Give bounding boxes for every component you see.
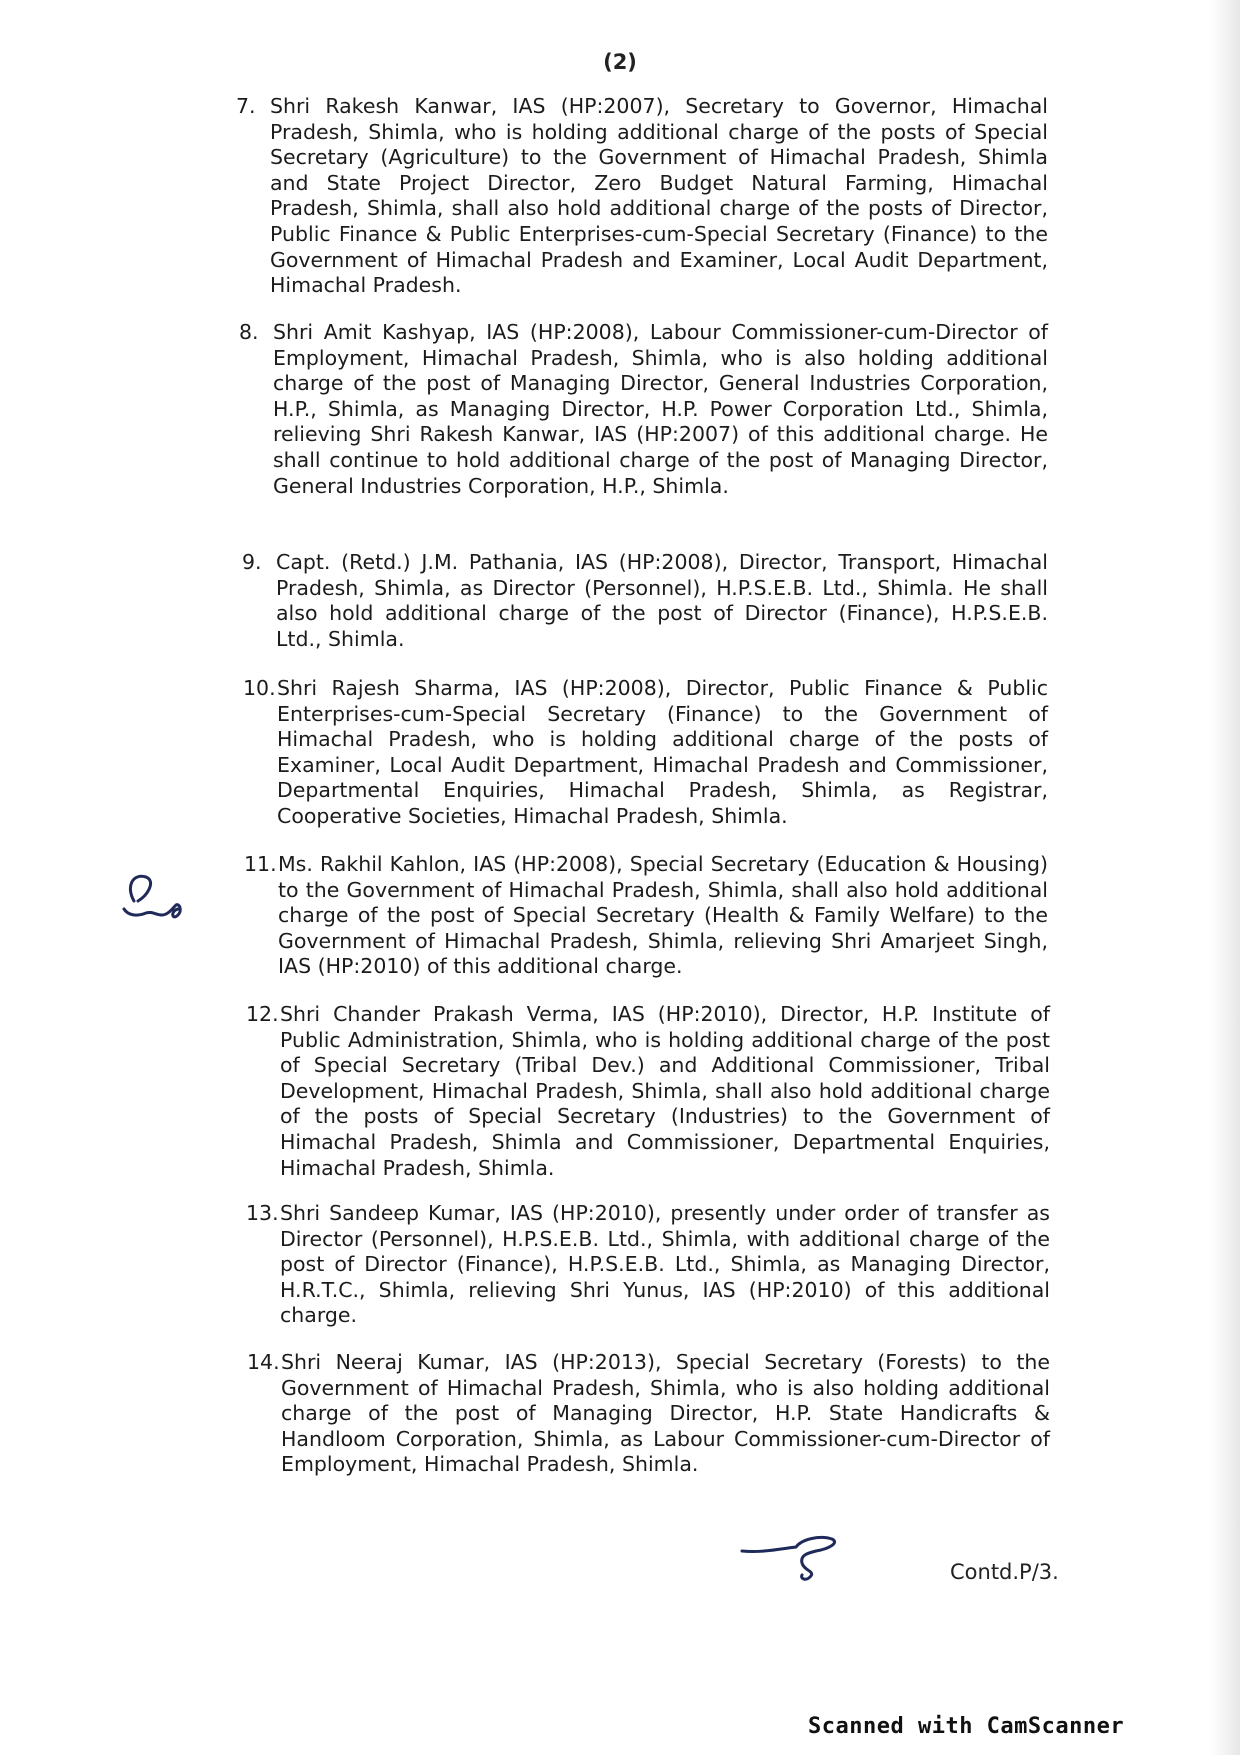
order-text: Ms. Rakhil Kahlon, IAS (HP:2008), Special Secretary (Education & Housing) to the Government of Himachal Pradesh, Shimla, shall also hold additional charge of the post of Special Secretary (Health & Family Welfare) to the Government of Himachal Pradesh, Shimla, relieving Shri Amarjeet Singh, IAS (HP:2010) of this additional charge. bbox=[278, 852, 1048, 979]
order-number: 8. bbox=[239, 320, 259, 344]
order-text: Shri Sandeep Kumar, IAS (HP:2010), presently under order of transfer as Director (Personnel), H.P.S.E.B. Ltd., Shimla, with additional charge of the post of Director (Finance), H.P.S.E.B. Ltd., Shimla, as Managing Director, H.R.T.C., Shimla, relieving Shri Yunus, IAS (HP:2010) of this additional charge. bbox=[280, 1201, 1050, 1328]
camscanner-watermark: Scanned with CamScanner bbox=[808, 1714, 1125, 1739]
order-item bbox=[246, 1201, 1050, 1329]
order-text: Shri Neeraj Kumar, IAS (HP:2013), Special Secretary (Forests) to the Government of Himachal Pradesh, Shimla, who is also holding additional charge of the post of Managing Director, H.P. State Handicrafts & Handloom Corporation, Shimla, as Labour Commissioner-cum-Director of Employment, Himachal Pradesh, Shimla. bbox=[281, 1350, 1050, 1477]
order-number: 10. bbox=[243, 676, 276, 700]
order-item bbox=[242, 550, 1048, 652]
continued-note: Contd.P/3. bbox=[950, 1560, 1059, 1584]
page-number: (2) bbox=[603, 50, 637, 74]
order-item bbox=[239, 320, 1048, 499]
order-number: 7. bbox=[236, 94, 256, 118]
order-text: Capt. (Retd.) J.M. Pathania, IAS (HP:2008), Director, Transport, Himachal Pradesh, Shimla, as Director (Personnel), H.P.S.E.B. Ltd., Shimla. He shall also hold additional charge of the post of Director (Finance), H.P.S.E.B. Ltd., Shimla. bbox=[276, 550, 1048, 651]
bottom-signature bbox=[740, 1525, 850, 1585]
order-number: 14. bbox=[247, 1350, 280, 1374]
order-item bbox=[247, 1350, 1050, 1478]
order-number: 9. bbox=[242, 550, 262, 574]
order-number: 11. bbox=[244, 852, 277, 876]
order-item bbox=[236, 94, 1048, 299]
order-item bbox=[244, 852, 1048, 980]
order-item bbox=[246, 1002, 1050, 1181]
order-text: Shri Amit Kashyap, IAS (HP:2008), Labour Commissioner-cum-Director of Employment, Himachal Pradesh, Shimla, who is also holding additional charge of the post of Managing Director, General Industries Corporation, H.P., Shimla, as Managing Director, H.P. Power Corporation Ltd., Shimla, relieving Shri Rakesh Kanwar, IAS (HP:2007) of this additional charge. He shall continue to hold additional charge of the post of Managing Director, General Industries Corporation, H.P., Shimla. bbox=[273, 320, 1048, 498]
order-item bbox=[243, 676, 1048, 830]
margin-initials-signature bbox=[112, 865, 202, 935]
order-text: Shri Rajesh Sharma, IAS (HP:2008), Director, Public Finance & Public Enterprises-cum-Special Secretary (Finance) to the Government of Himachal Pradesh, who is holding additional charge of the posts of Examiner, Local Audit Department, Himachal Pradesh and Commissioner, Departmental Enquiries, Himachal Pradesh, Shimla, as Registrar, Cooperative Societies, Himachal Pradesh, Shimla. bbox=[277, 676, 1048, 828]
order-text: Shri Chander Prakash Verma, IAS (HP:2010), Director, H.P. Institute of Public Administration, Shimla, who is holding additional charge of the post of Special Secretary (Tribal Dev.) and Additional Commissioner, Tribal Development, Himachal Pradesh, Shimla, shall also hold additional charge of the posts of Special Secretary (Industries) to the Government of Himachal Pradesh, Shimla and Commissioner, Departmental Enquiries, Himachal Pradesh, Shimla. bbox=[280, 1002, 1050, 1180]
order-text: Shri Rakesh Kanwar, IAS (HP:2007), Secretary to Governor, Himachal Pradesh, Shimla, who is holding additional charge of the posts of Special Secretary (Agriculture) to the Government of Himachal Pradesh, Shimla and State Project Director, Zero Budget Natural Farming, Himachal Pradesh, Shimla, shall also hold additional charge of the posts of Director, Public Finance & Public Enterprises-cum-Special Secretary (Finance) to the Government of Himachal Pradesh and Examiner, Local Audit Department, Himachal Pradesh. bbox=[270, 94, 1048, 298]
order-number: 12. bbox=[246, 1002, 279, 1026]
order-number: 13. bbox=[246, 1201, 279, 1225]
